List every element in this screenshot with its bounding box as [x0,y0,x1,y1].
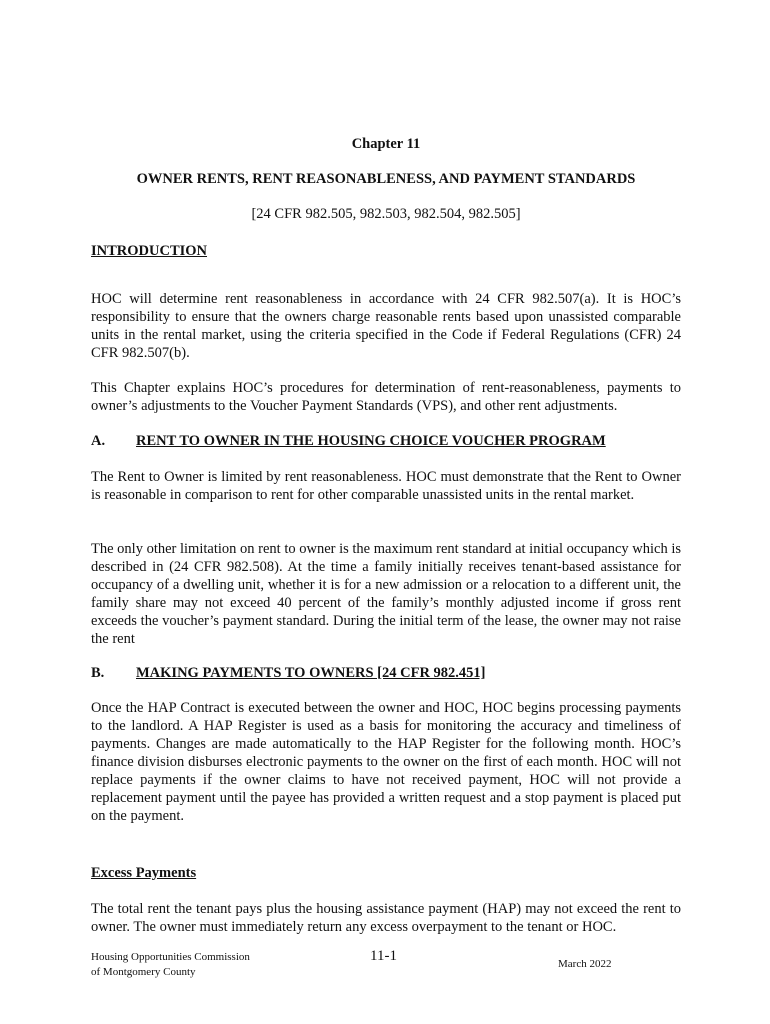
footer-org-line-1: Housing Opportunities Commission [91,951,250,963]
excess-payments-paragraph: The total rent the tenant pays plus the housing assistance payment (HAP) may not exceed the rent to owner. The owner must immediately return any excess overpayment to the tenant or HOC. [91,901,681,935]
section-b-paragraph-1: Once the HAP Contract is executed between the owner and HOC, HOC begins processing payments to the landlord. A HAP Register is used as a basis for monitoring the accuracy and timeliness of payments. Changes are made automatically to the HAP Register for the following month. HOC’s finance division disburses electronic payments to the owner on the first of each month. HOC will not replace payments if the owner claims to have not received payment, HOC will not provide a replacement payment until the payee has provided a written request and a stop payment is placed put on the payment. [91,700,681,824]
section-a-letter: A. [91,433,106,449]
section-a-heading [91,433,606,450]
chapter-title: OWNER RENTS, RENT REASONABLENESS, AND PAYMENT STANDARDS [136,171,636,187]
section-b-title: MAKING PAYMENTS TO OWNERS [24 CFR 982.451] [136,665,486,681]
chapter-label: Chapter 11 [351,136,421,152]
cfr-reference: [24 CFR 982.505, 982.503, 982.504, 982.505] [251,206,521,222]
excess-payments-heading: Excess Payments [91,865,197,881]
page-number: 11-1 [370,948,397,964]
introduction-paragraph-1: HOC will determine rent reasonableness in accordance with 24 CFR 982.507(a). It is HOC’s responsibility to ensure that the owners charge reasonable rents based upon unassisted comparable units in the rental market, using the criteria specified in the Code if Federal Regulations (CFR) 24 CFR 982.507(b). [91,291,681,361]
section-b-heading [91,665,486,682]
footer-date: March 2022 [558,958,612,970]
introduction-paragraph-2: This Chapter explains HOC’s procedures for determination of rent-reasonableness, payments to owner’s adjustments to the Voucher Payment Standards (VPS), and other rent adjustments. [91,380,681,414]
footer-organization [91,950,250,980]
section-a-title: RENT TO OWNER IN THE HOUSING CHOICE VOUCHER PROGRAM [136,433,606,449]
introduction-heading: INTRODUCTION [91,243,208,259]
footer-org-line-2: of Montgomery County [91,966,196,978]
section-a-paragraph-2: The only other limitation on rent to owner is the maximum rent standard at initial occupancy which is described in (24 CFR 982.508). At the time a family initially receives tenant-based assistance for occupancy of a dwelling unit, whether it is for a new admission or a relocation to a different unit, the family share may not exceed 40 percent of the family’s monthly adjusted income if gross rent exceeds the voucher’s payment standard. During the initial term of the lease, the owner may not raise the rent [91,541,681,647]
section-a-paragraph-1: The Rent to Owner is limited by rent reasonableness. HOC must demonstrate that the Rent to Owner is reasonable in comparison to rent for other comparable unassisted units in the rental market. [91,469,681,503]
section-b-letter: B. [91,665,105,681]
